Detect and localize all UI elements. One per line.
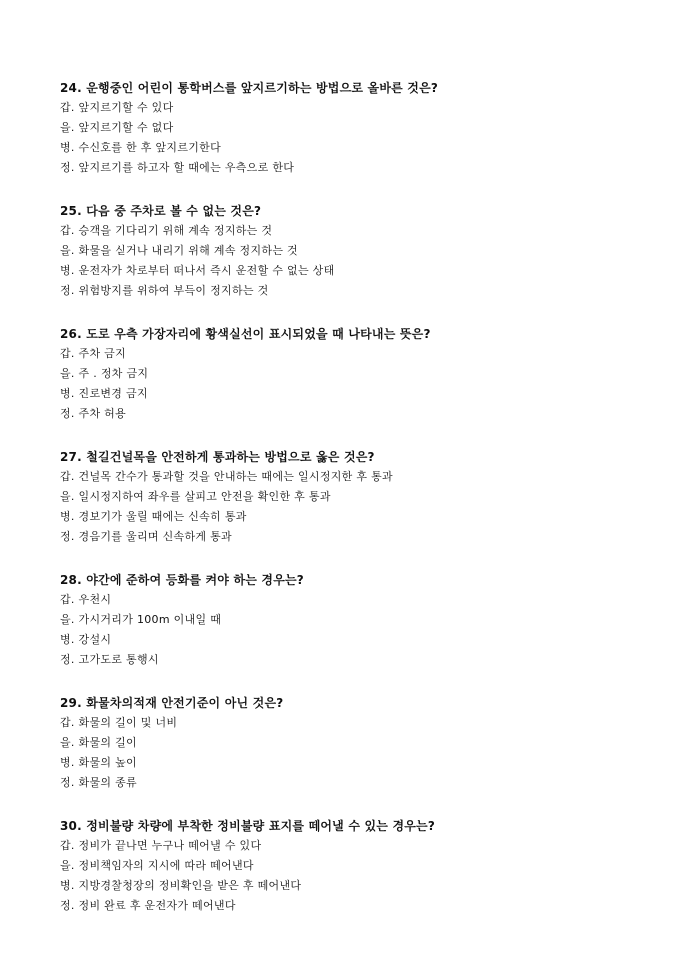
option-eul: 을. 정비책임자의 지시에 따라 떼어낸다	[60, 859, 254, 872]
option-jeong: 정. 정비 완료 후 운전자가 떼어낸다	[60, 899, 236, 912]
question-24	[60, 78, 640, 178]
question-title: 24. 운행중인 어린이 통학버스를 앞지르기하는 방법으로 올바른 것은?	[60, 81, 439, 95]
option-byeong: 병. 화물의 높이	[60, 756, 137, 769]
question-title: 29. 화물차의적재 안전기준이 아닌 것은?	[60, 696, 284, 710]
option-eul: 을. 가시거리가 100m 이내일 때	[60, 613, 222, 626]
question-25	[60, 201, 640, 301]
question-title: 25. 다음 중 주차로 볼 수 없는 것은?	[60, 204, 262, 218]
option-gap: 갑. 건널목 간수가 통과할 것을 안내하는 때에는 일시정지한 후 통과	[60, 470, 393, 483]
question-title: 30. 정비불량 차량에 부착한 정비불량 표지를 떼어낼 수 있는 경우는?	[60, 819, 436, 833]
option-byeong: 병. 지방경찰청장의 정비확인을 받은 후 떼어낸다	[60, 879, 302, 892]
option-byeong: 병. 강설시	[60, 633, 112, 646]
question-26	[60, 324, 640, 424]
option-eul: 을. 앞지르기할 수 없다	[60, 121, 174, 134]
document-page	[60, 78, 640, 939]
option-byeong: 병. 경보기가 울릴 때에는 신속히 통과	[60, 510, 247, 523]
option-jeong: 정. 화물의 종류	[60, 776, 137, 789]
question-29	[60, 693, 640, 793]
option-gap: 갑. 앞지르기할 수 있다	[60, 101, 174, 114]
question-28	[60, 570, 640, 670]
question-title: 26. 도로 우측 가장자리에 황색실선이 표시되었을 때 나타내는 뜻은?	[60, 327, 431, 341]
option-gap: 갑. 주차 금지	[60, 347, 127, 360]
question-title: 27. 철길건널목을 안전하게 통과하는 방법으로 옳은 것은?	[60, 450, 375, 464]
option-jeong: 정. 앞지르기를 하고자 할 때에는 우측으로 한다	[60, 161, 295, 174]
question-30	[60, 816, 640, 916]
option-jeong: 정. 고가도로 통행시	[60, 653, 159, 666]
option-jeong: 정. 위험방지를 위하여 부득이 정지하는 것	[60, 284, 269, 297]
option-byeong: 병. 운전자가 차로부터 떠나서 즉시 운전할 수 없는 상태	[60, 264, 335, 277]
option-gap: 갑. 우천시	[60, 593, 112, 606]
option-gap: 갑. 정비가 끝나면 누구나 떼어낼 수 있다	[60, 839, 262, 852]
question-title: 28. 야간에 준하여 등화를 켜야 하는 경우는?	[60, 573, 304, 587]
option-byeong: 병. 수신호를 한 후 앞지르기한다	[60, 141, 222, 154]
option-eul: 을. 화물을 싣거나 내리기 위해 계속 정지하는 것	[60, 244, 298, 257]
option-eul: 을. 주 . 정차 금지	[60, 367, 149, 380]
option-gap: 갑. 화물의 길이 및 너비	[60, 716, 178, 729]
option-jeong: 정. 경음기를 울리며 신속하게 통과	[60, 530, 232, 543]
option-eul: 을. 일시정지하여 좌우를 살피고 안전을 확인한 후 통과	[60, 490, 331, 503]
question-27	[60, 447, 640, 547]
option-jeong: 정. 주차 허용	[60, 407, 127, 420]
option-eul: 을. 화물의 길이	[60, 736, 137, 749]
option-gap: 갑. 승객을 기다리기 위해 계속 정지하는 것	[60, 224, 273, 237]
option-byeong: 병. 진로변경 금지	[60, 387, 148, 400]
